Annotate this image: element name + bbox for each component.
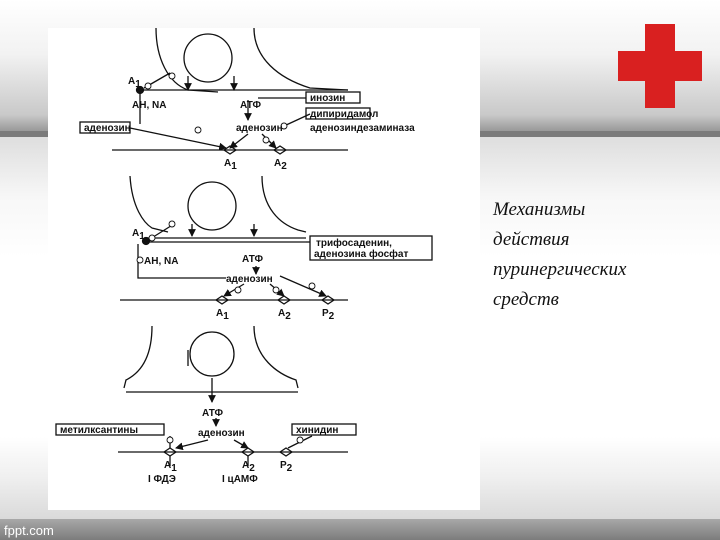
d1-terminal-right	[254, 28, 348, 90]
d3-quinidine-label: хинидин	[296, 425, 339, 436]
d3-terminal-left	[124, 326, 152, 388]
d2-atp-label: АТФ	[242, 254, 263, 265]
d2-adenosine-label: аденозин	[226, 274, 273, 285]
caption-line-1: Механизмы	[493, 199, 586, 220]
d3-sign-1	[167, 437, 173, 443]
d3-methylxanthines-label: метилксантины	[60, 425, 139, 436]
d2-terminal-left	[130, 176, 168, 232]
d2-triphosadenine-line1: трифосаденин,	[316, 238, 392, 249]
d1-inosine-label: инозин	[310, 93, 346, 104]
slide-caption	[493, 195, 693, 315]
d3-a1-label: А1	[164, 460, 177, 474]
d1-atp-label: АТФ	[240, 100, 261, 111]
watermark: fppt.com	[4, 523, 54, 538]
d2-sign-1	[149, 235, 155, 241]
d1-adenosine-mid-label: аденозин	[236, 123, 283, 134]
d1-sign-2	[169, 73, 175, 79]
d2-sign-5	[273, 287, 279, 293]
d1-adenosine-a1-arrow	[230, 134, 248, 148]
d3-adenosine-a2-arrow	[234, 440, 248, 448]
d1-a2-label: А2	[274, 158, 287, 172]
d1-a1-label: А1	[224, 158, 237, 172]
d3-vesicle	[190, 332, 234, 376]
d2-sign-6	[309, 283, 315, 289]
d2-a1-label: А1	[216, 308, 229, 322]
red-cross-horizontal	[618, 51, 702, 81]
caption-line-3: пуринергических	[493, 259, 627, 280]
d2-vesicle	[188, 182, 236, 230]
diagram-3	[56, 326, 356, 466]
d3-p2-label: Р2	[280, 460, 293, 474]
d2-triphosadenine-line2: аденозина фосфат	[314, 249, 409, 260]
d2-receptor-a1-label: А1	[132, 228, 145, 242]
d3-sign-2	[297, 437, 303, 443]
d3-adenosine-label: аденозин	[198, 428, 245, 439]
background-bottom-edge	[0, 519, 720, 540]
d1-adenosine-left-arrow	[130, 128, 226, 148]
d3-effect-a2-label: I цАМФ	[222, 474, 258, 485]
d2-p2-label: Р2	[322, 308, 335, 322]
purinergic-diagram	[48, 28, 480, 510]
purinergic-diagram-panel	[48, 28, 480, 510]
d1-sign-5	[263, 137, 269, 143]
d2-sign-2	[169, 221, 175, 227]
d1-sign-1	[145, 83, 151, 89]
d1-dipyridamole-link	[284, 114, 310, 126]
d2-atp-p2-arrow	[280, 276, 326, 296]
d2-sign-4	[235, 287, 241, 293]
d1-sign-4	[195, 127, 201, 133]
caption-line-2: действия	[493, 229, 570, 250]
d1-dipyridamole-label: дипиридамол	[310, 109, 379, 120]
d2-transmitters-label: АН, NA	[144, 256, 179, 267]
d1-adenosine-left-label: аденозин	[84, 123, 131, 134]
d3-a2-label: А2	[242, 460, 255, 474]
d3-atp-label: АТФ	[202, 408, 223, 419]
d3-terminal-right	[254, 326, 298, 388]
d1-receptor-a1-label: А1	[128, 76, 141, 90]
d1-transmitters-label: АН, NA	[132, 100, 167, 111]
d2-terminal-right	[262, 176, 306, 232]
d3-effect-a1-label: I ФДЭ	[148, 474, 176, 485]
d2-a2-label: А2	[278, 308, 291, 322]
d1-vesicle	[184, 34, 232, 82]
caption-line-4: средств	[493, 289, 559, 310]
d2-sign-3	[137, 257, 143, 263]
d1-adenosine-deaminase-label: аденозиндезаминаза	[310, 123, 415, 134]
d3-adenosine-a1-arrow	[176, 440, 208, 448]
diagram-1	[80, 28, 370, 154]
